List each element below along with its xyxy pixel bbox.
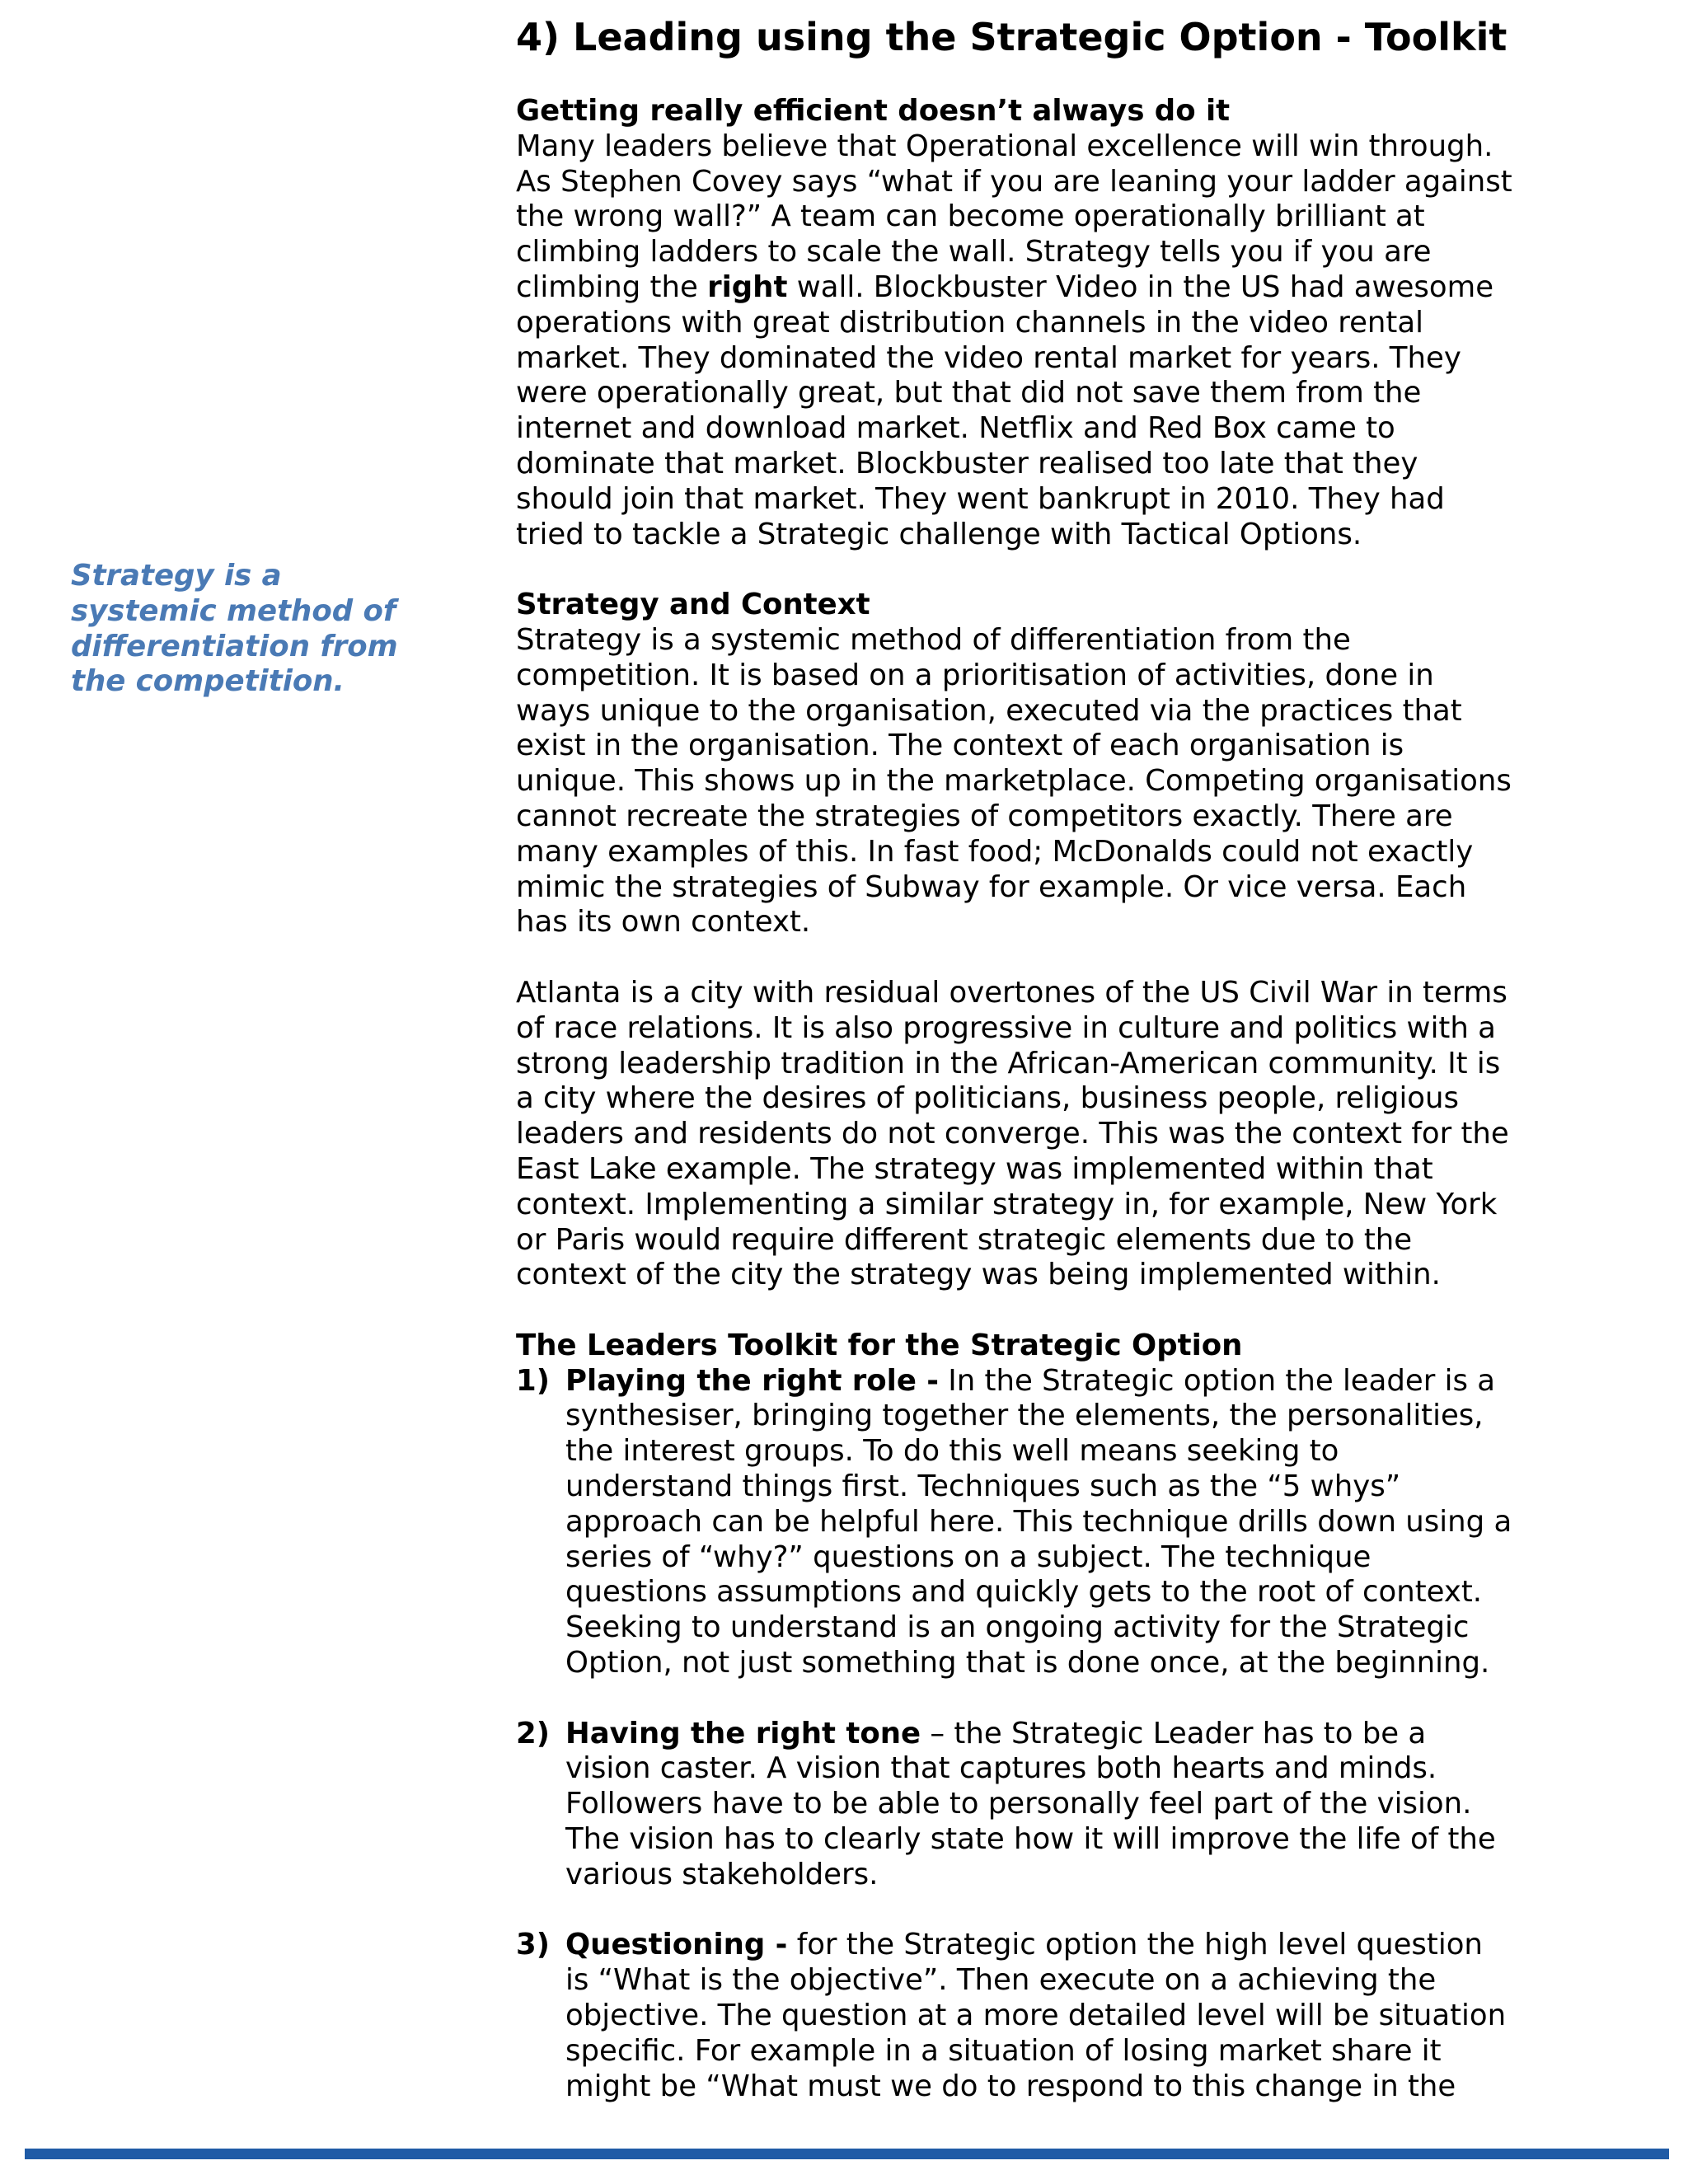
list-item-text: for the Strategic option the high level question is “What is the objective”. Then execute on a achieving the objective. The question at a more detailed level will be situation specific. For example in a situation of losing market share it might be “What must we do to respond to this change in the <box>565 1928 1507 2103</box>
list-item-number: 2) <box>516 1716 550 1750</box>
section-heading-context: Strategy and Context <box>516 588 870 622</box>
list-item-body <box>565 1364 1513 1681</box>
toolkit-list <box>516 1364 1513 2105</box>
section-context <box>516 588 1513 940</box>
list-item-lead: Having the right tone <box>565 1716 921 1750</box>
list-item <box>516 1364 1513 1681</box>
efficiency-text-part1: Many leaders believe that Operational excellence will win through. As Stephen Covey says “what if you are leaning your ladder against the wrong wall?” A team can become operationally brilliant at climbing ladders to scale the wall. Strategy tells you if you are climbing the <box>516 129 1512 304</box>
efficiency-bold-word: right <box>707 269 788 304</box>
list-item-body <box>565 1928 1513 2104</box>
efficiency-text-part2: wall. Blockbuster Video in the US had awesome operations with great distribution channels in the video rental market. They dominated the video rental market for years. They were operationally great, but that did not save them from the internet and download market. Netflix and Red Box came to dominate that market. Blockbuster realised too late that they should join that market. They went bankrupt in 2010. They had tried to tackle a Strategic challenge with Tactical Options. <box>516 269 1494 551</box>
footer-divider-bar <box>25 2149 1669 2159</box>
section-efficiency <box>516 94 1513 552</box>
list-item <box>516 1717 1513 1893</box>
list-item-lead: Playing the right role - <box>565 1363 940 1398</box>
context-paragraph-1: Strategy is a systemic method of differentiation from the competition. It is based on a prioritisation of activities, done in ways unique to the organisation, executed via the practices that exist in the organisation. The context of each organisation is unique. This shows up in the marketplace. Competing organisations cannot recreate the strategies of competitors exactly. There are many examples of this. In fast food; McDonalds could not exactly mimic the strategies of Subway for example. Or vice versa. Each has its own context. <box>516 622 1512 940</box>
section-context-atlanta <box>516 976 1513 1293</box>
list-item-text: In the Strategic option the leader is a synthesiser, bringing together the elements, the personalities, the interest groups. To do this well means seeking to understand things first. Techniques such as the “5 whys” approach can be helpful here. This technique drills down using a series of “why?” questions on a subject. The technique questions assumptions and quickly gets to the root of context. Seeking to understand is an ongoing activity for the Strategic Option, not just something that is done once, at the beginning. <box>565 1363 1512 1680</box>
section-paragraph-efficiency <box>516 129 1513 553</box>
list-item-text: – the Strategic Leader has to be a vision caster. A vision that captures both hearts and minds. Followers have to be able to personally feel part of the vision. The vision has to clearly state how it will improve the life of the various stakeholders. <box>565 1716 1496 1891</box>
list-item-number: 1) <box>516 1363 550 1398</box>
section-toolkit <box>516 1329 1513 2105</box>
section-heading-efficiency: Getting really efficient doesn’t always do it <box>516 94 1231 128</box>
sidebar-pull-quote: Strategy is a systemic method of differentiation from the competition. <box>71 559 398 699</box>
list-item-lead: Questioning - <box>565 1928 788 1962</box>
main-content <box>516 12 1513 2139</box>
list-item-number: 3) <box>516 1928 550 1962</box>
list-item <box>516 1928 1513 2104</box>
list-item-body <box>565 1717 1513 1893</box>
page-title: 4) Leading using the Strategic Option - Toolkit <box>516 15 1507 59</box>
context-paragraph-2: Atlanta is a city with residual overtones of the US Civil War in terms of race relations. It is also progressive in culture and politics with a strong leadership tradition in the African-American community. It is a city where the desires of politicians, business people, religious leaders and residents do not converge. This was the context for the East Lake example. The strategy was implemented within that context. Implementing a similar strategy in, for example, New York or Paris would require different strategic elements due to the context of the city the strategy was being implemented within. <box>516 975 1509 1292</box>
section-heading-toolkit: The Leaders Toolkit for the Strategic Option <box>516 1328 1243 1362</box>
